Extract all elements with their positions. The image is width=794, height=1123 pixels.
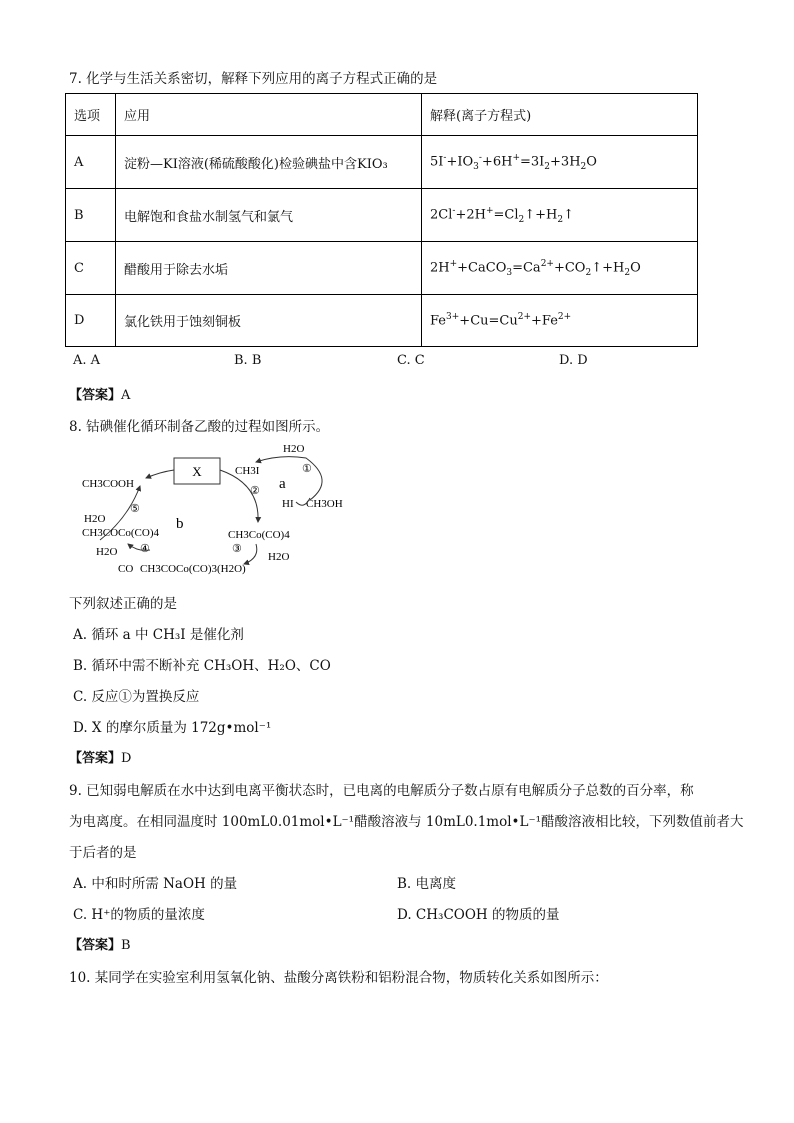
ch3cococo4-label: CH3COCo(CO)4 (82, 527, 160, 539)
ch3coco4-label: CH3Co(CO)4 (228, 529, 290, 541)
row-application: 醋酸用于除去水垢 (116, 242, 422, 295)
header-explanation: 解释(离子方程式) (422, 94, 698, 136)
catalytic-cycle-diagram (80, 440, 360, 580)
answer-value: D (121, 751, 132, 766)
row-application: 淀粉—KI溶液(稀硫酸酸化)检验碘盐中含KIO₃ (116, 136, 422, 189)
loop-a-label: a (279, 476, 286, 492)
choice-d: D. D (559, 353, 588, 368)
row-option: D (66, 295, 116, 347)
loop-b-label: b (176, 516, 184, 532)
answer-label: 【答案】 (69, 388, 122, 403)
h2o-5-label: H2O (84, 513, 106, 525)
answer-label: 【答案】 (69, 751, 122, 766)
q9-option-c: C. H⁺的物质的量浓度 (73, 907, 205, 923)
ch3cococo3h2o-label: CH3COCo(CO)3(H2O) (140, 563, 246, 575)
q9-line-1: 9. 已知弱电解质在水中达到电离平衡状态时，已电离的电解质分子数占原有电解质分子总数的百分率，称 (69, 783, 694, 799)
ch3i-label: CH3I (235, 465, 260, 477)
table-row (66, 295, 698, 347)
q10-title: 10. 某同学在实验室利用氢氧化钠、盐酸分离铁粉和铝粉混合物，物质转化关系如图所示： (69, 970, 608, 986)
arrow-step3 (244, 544, 257, 564)
answer-value: A (121, 388, 131, 403)
answer-value: B (121, 938, 131, 953)
hi-label: HI (282, 498, 294, 510)
choice-c: C. C (397, 353, 425, 368)
table-row (66, 242, 698, 295)
q9-option-b: B. 电离度 (397, 876, 457, 892)
row-equation-b: $2Cl^-+2H^+=Cl_2↑+H_2↑$ (422, 189, 698, 242)
arrow-x-to-acid (146, 470, 174, 478)
q8-stem: 下列叙述正确的是 (69, 596, 177, 612)
loop-a-arc (256, 457, 322, 500)
q9-line-3: 于后者的是 (69, 845, 137, 861)
choice-a: A. A (73, 353, 101, 368)
row-option: A (66, 136, 116, 189)
q9-answer (69, 934, 131, 953)
q8-option-a: A. 循环 a 中 CH₃I 是催化剂 (73, 627, 244, 643)
q8-answer (69, 747, 131, 766)
answer-label: 【答案】 (69, 938, 122, 953)
step-3: ③ (232, 543, 242, 555)
q8-option-c: C. 反应①为置换反应 (73, 689, 200, 705)
row-equation-d: $Fe^{3+}+Cu=Cu^{2+}+Fe^{2+}$ (422, 295, 698, 347)
row-option: B (66, 189, 116, 242)
table-row (66, 189, 698, 242)
table-row (66, 136, 698, 189)
q9-option-a: A. 中和时所需 NaOH 的量 (73, 876, 238, 892)
step-2: ② (250, 485, 260, 497)
header-application: 应用 (116, 94, 422, 136)
q7-table (65, 93, 698, 347)
x-label: X (192, 464, 202, 479)
ch3cooh-label: CH3COOH (82, 478, 134, 490)
q7-answer (69, 384, 130, 403)
q8-option-d: D. X 的摩尔质量为 172g•mol⁻¹ (73, 720, 272, 736)
q8-title: 8. 钴碘催化循环制备乙酸的过程如图所示。 (69, 419, 330, 435)
row-application: 氯化铁用于蚀刻铜板 (116, 295, 422, 347)
ch3oh-label: CH3OH (306, 498, 343, 510)
q8-option-b: B. 循环中需不断补充 CH₃OH、H₂O、CO (73, 658, 331, 674)
step-1: ① (302, 463, 312, 475)
q7-title: 7. 化学与生活关系密切，解释下列应用的离子方程式正确的是 (69, 71, 438, 87)
row-application: 电解饱和食盐水制氢气和氯气 (116, 189, 422, 242)
header-option: 选项 (66, 94, 116, 136)
choice-b: B. B (234, 353, 262, 368)
h2o-4-label: H2O (96, 546, 118, 558)
row-option: C (66, 242, 116, 295)
q9-line-2: 为电离度。在相同温度时 100mL0.01mol•L⁻¹醋酸溶液与 10mL0.1mol•L⁻¹醋酸溶液相比较，下列数值前者大 (69, 814, 744, 830)
q9-option-d: D. CH₃COOH 的物质的量 (397, 907, 560, 923)
step-4: ④ (140, 543, 150, 555)
h2o-top-label: H2O (283, 443, 305, 455)
row-equation-a: $5I^-+IO_3^-+6H^+=3I_2+3H_2O$ (422, 136, 698, 189)
h2o-3-label: H2O (268, 551, 290, 563)
step-5: ⑤ (130, 503, 140, 515)
table-header-row (66, 94, 698, 136)
row-equation-c: $2H^++CaCO_3=Ca^{2+}+CO_2↑+H_2O$ (422, 242, 698, 295)
co-label: CO (118, 563, 134, 575)
